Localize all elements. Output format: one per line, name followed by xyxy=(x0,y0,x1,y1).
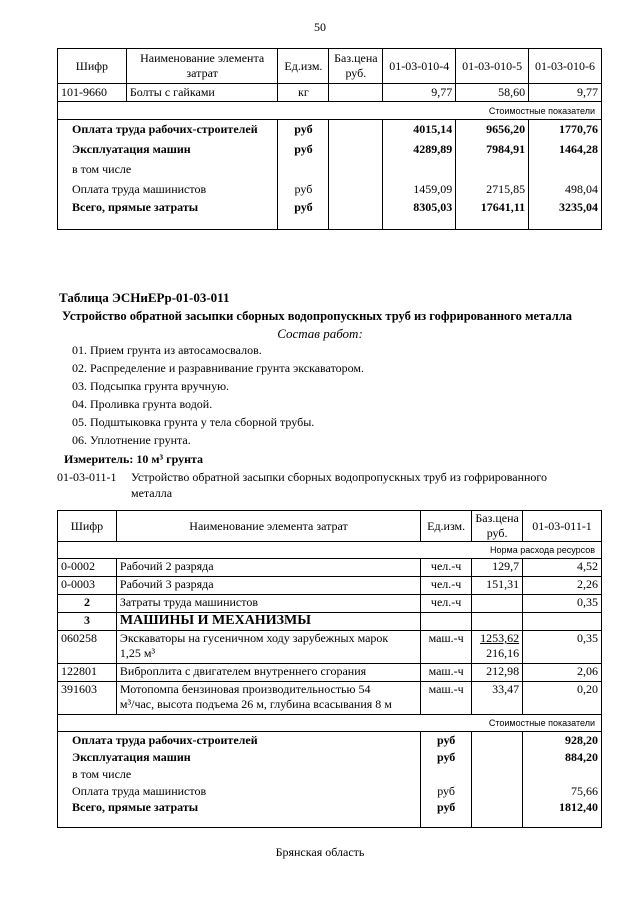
cell xyxy=(472,766,523,783)
row-name xyxy=(116,631,420,664)
cost-value: 4289,89 xyxy=(383,140,456,160)
row-name xyxy=(116,664,420,682)
row-code: 060258 xyxy=(58,631,117,664)
table-title: Таблица ЭСНиЕРр-01-03-011 xyxy=(59,290,230,305)
cost-name: Оплата труда рабочих-строителей xyxy=(58,120,278,140)
row-code: 0-0003 xyxy=(58,577,117,595)
row-price-value: 33,47 xyxy=(492,682,520,696)
works-item: 05. Подштыковка грунта у тела сборной трубы. xyxy=(72,415,315,429)
cost-value: 1770,76 xyxy=(529,120,602,140)
table-2 xyxy=(57,510,602,828)
cost-name: Всего, прямые затраты xyxy=(58,200,278,230)
row-unit: чел.-ч xyxy=(421,595,472,613)
header-col-5: 01-03-010-5 xyxy=(456,49,529,84)
row-price-value: 212,98 xyxy=(486,664,520,678)
cell xyxy=(329,180,383,200)
cell: 9,77 xyxy=(529,84,602,102)
row-value: 2,26 xyxy=(523,577,602,595)
row-unit: маш.-ч xyxy=(421,682,472,715)
row-name xyxy=(116,682,420,715)
cell xyxy=(329,200,383,230)
row-value: 0,20 xyxy=(523,682,602,715)
cell: 101-9660 xyxy=(58,84,127,102)
row-name xyxy=(116,559,420,577)
row-unit: чел.-ч xyxy=(421,577,472,595)
cost-unit: руб xyxy=(421,800,472,828)
header-name: Наименование элемента затрат xyxy=(126,49,278,84)
row-value: 2,06 xyxy=(523,664,602,682)
row-name-text: Мотопомпа бензиновая производительностью 54 xyxy=(119,682,371,696)
section-label: Стоимостные показатели xyxy=(58,715,602,732)
cost-value xyxy=(383,160,456,180)
cost-name: Оплата труда машинистов xyxy=(58,180,278,200)
section-heading: Устройство обратной засыпки сборных водопропускных труб из гофрированного металла xyxy=(62,309,573,323)
cell xyxy=(472,749,523,766)
cost-unit xyxy=(421,766,472,783)
row-value: 4,52 xyxy=(523,559,602,577)
row-name-text: Экскаваторы на гусеничном ходу зарубежных марок xyxy=(119,631,389,645)
row-unit xyxy=(421,613,472,631)
row-code: 3 xyxy=(58,613,117,631)
cell: кг xyxy=(278,84,329,102)
header-price: Баз.цена руб. xyxy=(329,49,383,84)
row-price xyxy=(472,595,523,613)
cost-value: 7984,91 xyxy=(456,140,529,160)
section-label: Стоимостные показатели xyxy=(58,102,602,120)
cell: 58,60 xyxy=(456,84,529,102)
header-unit: Ед.изм. xyxy=(421,511,472,542)
header-col-4: 01-03-010-4 xyxy=(383,49,456,84)
cost-value: 4015,14 xyxy=(383,120,456,140)
cell xyxy=(472,783,523,800)
row-name-text: Рабочий 2 разряда xyxy=(119,559,214,573)
table-row xyxy=(58,559,602,577)
cost-name: в том числе xyxy=(58,160,278,180)
row-name xyxy=(116,577,420,595)
row-name xyxy=(116,613,420,631)
works-item: 03. Подсыпка грунта вручную. xyxy=(72,379,230,393)
cost-value: 498,04 xyxy=(529,180,602,200)
row-name-text-2: м³/час, высота подъема 26 м, глубина всасывания 8 м xyxy=(119,697,392,711)
cost-row xyxy=(58,200,602,230)
row-value: 0,35 xyxy=(523,631,602,664)
header-price: Баз.цена руб. xyxy=(472,511,523,542)
cost-value: 17641,11 xyxy=(456,200,529,230)
header-unit: Ед.изм. xyxy=(278,49,329,84)
cost-name: Оплата труда рабочих-строителей xyxy=(58,732,421,749)
table-1 xyxy=(57,48,602,230)
cost-value: 8305,03 xyxy=(383,200,456,230)
cost-row xyxy=(58,766,602,783)
cell xyxy=(329,140,383,160)
cell xyxy=(329,120,383,140)
header-code: Шифр xyxy=(58,511,117,542)
works-item: 04. Проливка грунта водой. xyxy=(72,397,213,411)
cost-name: в том числе xyxy=(58,766,421,783)
row-price xyxy=(472,613,523,631)
row-unit: маш.-ч xyxy=(421,631,472,664)
row-unit: маш.-ч xyxy=(421,664,472,682)
row-price-value-2: 216,16 xyxy=(486,646,520,660)
cost-value: 2715,85 xyxy=(456,180,529,200)
row-price xyxy=(472,631,523,664)
cost-unit: руб xyxy=(421,749,472,766)
row-price xyxy=(472,559,523,577)
cost-value xyxy=(456,160,529,180)
cost-row xyxy=(58,180,602,200)
cost-row xyxy=(58,140,602,160)
row-unit: чел.-ч xyxy=(421,559,472,577)
cost-value: 1812,40 xyxy=(523,800,602,828)
row-code: 0-0002 xyxy=(58,559,117,577)
cost-name: Всего, прямые затраты xyxy=(58,800,421,828)
works-item: 02. Распределение и разравнивание грунта экскаватором. xyxy=(72,361,365,375)
cost-unit: руб xyxy=(278,140,329,160)
cost-row xyxy=(58,749,602,766)
row-price-value: 1253,62 xyxy=(480,631,520,645)
row-name-text: Рабочий 3 разряда xyxy=(119,577,214,591)
works-item: 01. Прием грунта из автосамосвалов. xyxy=(72,343,262,357)
row-name-text: МАШИНЫ И МЕХАНИЗМЫ xyxy=(119,613,311,628)
code-desc: Устройство обратной засыпки сборных водопропускных труб из гофрированного xyxy=(131,470,548,484)
row-code: 122801 xyxy=(58,664,117,682)
cost-row xyxy=(58,160,602,180)
cost-value: 9656,20 xyxy=(456,120,529,140)
cost-value: 1464,28 xyxy=(529,140,602,160)
row-code: 391603 xyxy=(58,682,117,715)
cost-row xyxy=(58,783,602,800)
works-item: 06. Уплотнение грунта. xyxy=(72,433,191,447)
cost-row xyxy=(58,732,602,749)
footer: Брянская область xyxy=(275,845,365,859)
table-row xyxy=(58,664,602,682)
cost-name: Оплата труда машинистов xyxy=(58,783,421,800)
row-price xyxy=(472,577,523,595)
code-desc-2: металла xyxy=(131,486,173,500)
table-row xyxy=(58,682,602,715)
row-price-value: 151,31 xyxy=(486,577,520,591)
table-row xyxy=(58,631,602,664)
cost-name: Эксплуатация машин xyxy=(58,749,421,766)
table-row xyxy=(58,595,602,613)
page-number: 50 xyxy=(314,20,326,34)
cost-value: 928,20 xyxy=(523,732,602,749)
cell: Болты с гайками xyxy=(126,84,278,102)
cost-value: 3235,04 xyxy=(529,200,602,230)
row-name xyxy=(116,595,420,613)
cost-unit: руб xyxy=(278,120,329,140)
header-col-6: 01-03-010-6 xyxy=(529,49,602,84)
table-row xyxy=(58,613,602,631)
cost-unit xyxy=(278,160,329,180)
works-title: Состав работ: xyxy=(277,326,363,341)
table-row xyxy=(58,577,602,595)
cell xyxy=(329,160,383,180)
cell xyxy=(329,84,383,102)
norm-label: Норма расхода ресурсов xyxy=(58,542,602,559)
cell xyxy=(472,732,523,749)
header-col-1: 01-03-011-1 xyxy=(523,511,602,542)
row-price xyxy=(472,664,523,682)
row-price-value: 129,7 xyxy=(492,559,520,573)
row-name-text-2: 1,25 м³ xyxy=(119,646,156,660)
cost-value: 884,20 xyxy=(523,749,602,766)
cost-unit: руб xyxy=(278,200,329,230)
row-name-text: Затраты труда машинистов xyxy=(119,595,258,609)
cost-value: 75,66 xyxy=(523,783,602,800)
cost-unit: руб xyxy=(421,783,472,800)
cell xyxy=(472,800,523,828)
cost-row xyxy=(58,120,602,140)
cost-unit: руб xyxy=(278,180,329,200)
cost-value xyxy=(523,766,602,783)
header-code: Шифр xyxy=(58,49,127,84)
code: 01-03-011-1 xyxy=(57,470,117,484)
table-row xyxy=(58,84,602,102)
cost-value xyxy=(529,160,602,180)
cost-row xyxy=(58,800,602,828)
measure: Измеритель: 10 м³ грунта xyxy=(64,452,204,466)
cost-unit: руб xyxy=(421,732,472,749)
row-price xyxy=(472,682,523,715)
cost-value: 1459,09 xyxy=(383,180,456,200)
cell: 9,77 xyxy=(383,84,456,102)
row-value xyxy=(523,613,602,631)
cost-name: Эксплуатация машин xyxy=(58,140,278,160)
row-name-text: Виброплита с двигателем внутреннего сгорания xyxy=(119,664,367,678)
row-code: 2 xyxy=(58,595,117,613)
row-value: 0,35 xyxy=(523,595,602,613)
header-name: Наименование элемента затрат xyxy=(116,511,420,542)
